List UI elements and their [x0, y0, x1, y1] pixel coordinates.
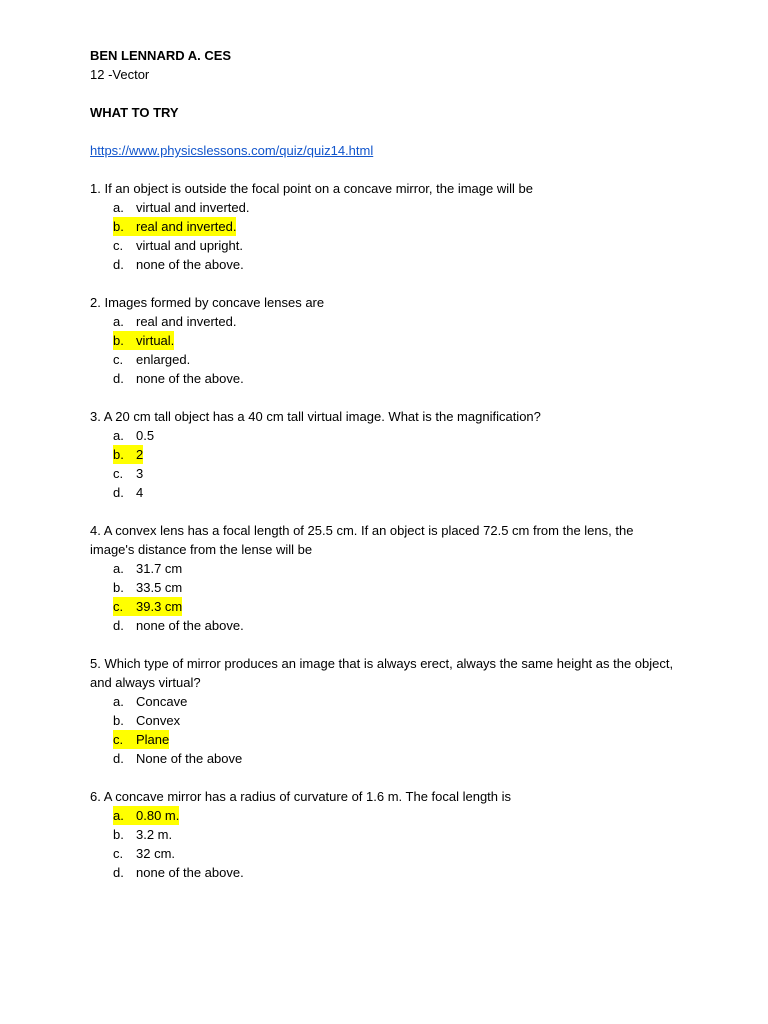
answer-option: [90, 578, 690, 597]
option-letter: b.: [113, 580, 124, 595]
option-letter: d.: [113, 485, 124, 500]
option-content: [113, 825, 172, 844]
option-letter: a.: [113, 428, 124, 443]
blank-line: [90, 274, 690, 293]
blank-line: [90, 768, 690, 787]
answer-option: [90, 692, 690, 711]
option-letter: b.: [113, 827, 124, 842]
blank-line: [90, 635, 690, 654]
option-text: none of the above.: [136, 865, 244, 880]
option-content: [113, 597, 182, 616]
option-letter: d.: [113, 257, 124, 272]
question-text: 1. If an object is outside the focal point on a concave mirror, the image will be: [90, 181, 533, 196]
option-text: 3: [136, 466, 144, 481]
option-text: real and inverted.: [136, 219, 237, 234]
option-text: virtual and upright.: [136, 238, 243, 253]
answer-option: [90, 236, 690, 255]
question-block: [90, 521, 690, 654]
section-heading: WHAT TO TRY: [90, 105, 179, 120]
option-text: 39.3 cm: [136, 599, 183, 614]
answer-option: [90, 369, 690, 388]
option-content: [113, 217, 236, 236]
question-text: 3. A 20 cm tall object has a 40 cm tall virtual image. What is the magnification?: [90, 409, 541, 424]
option-letter: a.: [113, 561, 124, 576]
option-text: none of the above.: [136, 257, 244, 272]
answer-option: [90, 559, 690, 578]
answer-option: [90, 312, 690, 331]
blank-line: [90, 160, 690, 179]
option-content: [113, 426, 154, 445]
option-content: [113, 559, 182, 578]
question-block: [90, 179, 690, 293]
option-letter: d.: [113, 751, 124, 766]
option-content: [113, 711, 180, 730]
option-content: [113, 312, 236, 331]
option-content: [113, 369, 244, 388]
option-text: 0.5: [136, 428, 155, 443]
option-content: [113, 236, 243, 255]
option-content: [113, 730, 169, 749]
answer-option: [90, 464, 690, 483]
question-text: 5. Which type of mirror produces an image that is always erect, always the same height as the object, and always virtual?: [90, 656, 674, 690]
option-content: [113, 483, 143, 502]
answer-option-highlighted: [90, 597, 690, 616]
answer-option-highlighted: [90, 445, 690, 464]
option-letter: d.: [113, 865, 124, 880]
option-content: [113, 331, 174, 350]
option-content: [113, 616, 244, 635]
answer-option-highlighted: [90, 217, 690, 236]
option-content: [113, 464, 143, 483]
blank-line: [90, 122, 690, 141]
answer-option: [90, 426, 690, 445]
option-letter: b.: [113, 333, 124, 348]
answer-option: [90, 616, 690, 635]
option-text: Plane: [136, 732, 170, 747]
option-text: 4: [136, 485, 144, 500]
option-content: [113, 198, 249, 217]
option-text: 31.7 cm: [136, 561, 183, 576]
answer-option: [90, 825, 690, 844]
question-text: 6. A concave mirror has a radius of curvature of 1.6 m. The focal length is: [90, 789, 512, 804]
blank-line: [90, 388, 690, 407]
question-block: [90, 654, 690, 787]
question-block: [90, 407, 690, 521]
answer-option: [90, 711, 690, 730]
answer-option-highlighted: [90, 331, 690, 350]
option-letter: c.: [113, 466, 124, 481]
option-text: Convex: [136, 713, 181, 728]
quiz-link[interactable]: https://www.physicslessons.com/quiz/quiz14.html: [90, 143, 374, 158]
answer-option-highlighted: [90, 730, 690, 749]
option-letter: c.: [113, 599, 124, 614]
option-content: [113, 578, 182, 597]
option-content: [113, 445, 143, 464]
question-block: [90, 293, 690, 407]
option-letter: a.: [113, 694, 124, 709]
option-text: None of the above: [136, 751, 243, 766]
question-text: 4. A convex lens has a focal length of 25.5 cm. If an object is placed 72.5 cm from the lens, the image's distance from the lense will be: [90, 523, 634, 557]
option-text: virtual and inverted.: [136, 200, 250, 215]
option-letter: a.: [113, 314, 124, 329]
option-content: [113, 806, 179, 825]
option-text: 2: [136, 447, 144, 462]
option-letter: c.: [113, 846, 124, 861]
option-letter: b.: [113, 219, 124, 234]
option-text: virtual.: [136, 333, 175, 348]
blank-line: [90, 502, 690, 521]
answer-option: [90, 749, 690, 768]
document-page: [90, 46, 690, 882]
option-letter: c.: [113, 732, 124, 747]
option-text: none of the above.: [136, 371, 244, 386]
answer-option-highlighted: [90, 806, 690, 825]
option-text: real and inverted.: [136, 314, 237, 329]
answer-option: [90, 863, 690, 882]
option-letter: c.: [113, 238, 124, 253]
option-letter: d.: [113, 371, 124, 386]
student-section: 12 -Vector: [90, 67, 150, 82]
option-content: [113, 844, 175, 863]
option-text: 0.80 m.: [136, 808, 180, 823]
option-text: 33.5 cm: [136, 580, 183, 595]
answer-option: [90, 350, 690, 369]
option-letter: b.: [113, 713, 124, 728]
option-content: [113, 255, 244, 274]
option-letter: c.: [113, 352, 124, 367]
option-text: 32 cm.: [136, 846, 176, 861]
option-letter: d.: [113, 618, 124, 633]
blank-line: [90, 84, 690, 103]
answer-option: [90, 844, 690, 863]
answer-option: [90, 255, 690, 274]
option-text: Concave: [136, 694, 188, 709]
student-name: BEN LENNARD A. CES: [90, 48, 232, 63]
answer-option: [90, 483, 690, 502]
option-text: none of the above.: [136, 618, 244, 633]
answer-option: [90, 198, 690, 217]
option-letter: b.: [113, 447, 124, 462]
option-letter: a.: [113, 808, 124, 823]
option-letter: a.: [113, 200, 124, 215]
option-text: enlarged.: [136, 352, 191, 367]
question-list: [90, 179, 690, 882]
option-content: [113, 350, 190, 369]
option-text: 3.2 m.: [136, 827, 173, 842]
option-content: [113, 863, 244, 882]
option-content: [113, 749, 242, 768]
question-block: [90, 787, 690, 882]
option-content: [113, 692, 187, 711]
question-text: 2. Images formed by concave lenses are: [90, 295, 325, 310]
